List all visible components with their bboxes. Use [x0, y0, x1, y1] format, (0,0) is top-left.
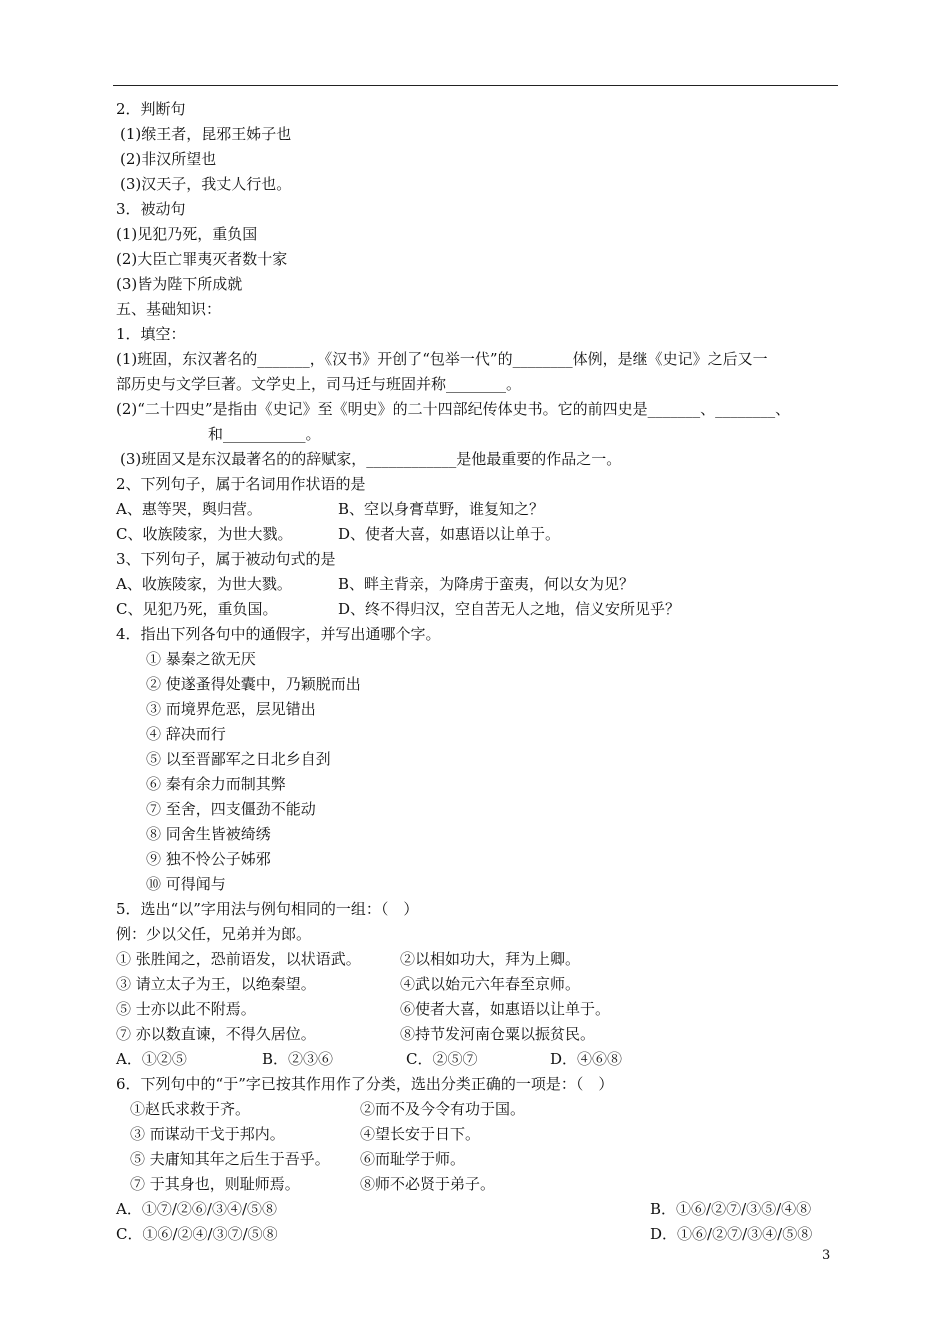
list-item: ⑤ 以至晋鄙军之日北乡自刭 [146, 750, 331, 768]
question-heading: 2、下列句子，属于名词用作状语的是 [116, 475, 366, 493]
text-line: (2)非汉所望也 [120, 150, 217, 168]
option-c: C、收族陵家，为世大戮。 [116, 525, 293, 543]
text-line: (2)大臣亡罪夷灭者数十家 [116, 250, 288, 268]
list-item: ① 暴秦之欲无厌 [146, 650, 256, 668]
page-number: 3 [822, 1248, 831, 1263]
list-item: ⑧ 同舍生皆被绮绣 [146, 825, 271, 843]
fill-blank-line: (3)班固又是东汉最著名的的辞赋家，____________是他最重要的作品之一。 [120, 450, 622, 468]
list-item: ⑧师不必贤于弟子。 [360, 1175, 496, 1193]
fill-blank-line: 部历史与文学巨著。文学史上，司马迁与班固并称________。 [116, 375, 522, 393]
option-c: C．②⑤⑦ [406, 1050, 478, 1068]
list-item: ⑤ 夫庸知其年之后生于吾乎。 [130, 1150, 330, 1168]
option-d: D．④⑥⑧ [550, 1050, 623, 1068]
text-line: 2．判断句 [116, 100, 186, 118]
section-heading: 五、基础知识： [116, 300, 222, 318]
option-b: B．②③⑥ [262, 1050, 334, 1068]
option-b: B．①⑥/②⑦/③⑤/④⑧ [650, 1200, 812, 1218]
text-line: (1)缑王者，昆邪王姊子也 [120, 125, 292, 143]
list-item: ④ 辞决而行 [146, 725, 226, 743]
list-item: ⑤ 士亦以此不附焉。 [116, 1000, 256, 1018]
fill-blank-line: (2)“二十四史”是指由《史记》至《明史》的二十四部纪传体史书。它的前四史是_______、________、 [116, 400, 791, 418]
option-b: B、空以身膏草野，谁复知之？ [338, 500, 545, 518]
list-item: ⑨ 独不怜公子姊邪 [146, 850, 271, 868]
header-rule [113, 85, 838, 86]
list-item: ②以相如功大，拜为上卿。 [400, 950, 581, 968]
text-line: (3)汉天子，我丈人行也。 [120, 175, 292, 193]
list-item: ④望长安于日下。 [360, 1125, 481, 1143]
option-d: D、使者大喜，如惠语以让单于。 [338, 525, 561, 543]
question-heading: 1．填空： [116, 325, 186, 343]
list-item: ④武以始元六年春至京师。 [400, 975, 581, 993]
option-a: A、惠等哭，舆归营。 [116, 500, 262, 518]
question-heading: 4．指出下列各句中的通假字，并写出通哪个字。 [116, 625, 441, 643]
list-item: ③ 而谋动干戈于邦内。 [130, 1125, 285, 1143]
list-item: ②而不及今令有功于国。 [360, 1100, 526, 1118]
list-item: ⑦ 于其身也，则耻师焉。 [130, 1175, 300, 1193]
text-line: (1)见犯乃死，重负国 [116, 225, 258, 243]
list-item: ⑥使者大喜，如惠语以让单于。 [400, 1000, 611, 1018]
text-line: (3)皆为陛下所成就 [116, 275, 243, 293]
option-a: A．①⑦/②⑥/③④/⑤⑧ [116, 1200, 277, 1218]
option-c: C．①⑥/②④/③⑦/⑤⑧ [116, 1225, 278, 1243]
text-line: 3．被动句 [116, 200, 186, 218]
list-item: ⑦ 亦以数直谏，不得久居位。 [116, 1025, 316, 1043]
list-item: ⑩ 可得闻与 [146, 875, 226, 893]
list-item: ①赵氏求救于齐。 [130, 1100, 251, 1118]
option-a: A、收族陵家，为世大戮。 [116, 575, 292, 593]
list-item: ③ 而境界危恶，层见错出 [146, 700, 316, 718]
question-heading: 3、下列句子，属于被动句式的是 [116, 550, 336, 568]
option-c: C、见犯乃死，重负国。 [116, 600, 278, 618]
question-heading: 5．选出“以”字用法与例句相同的一组：（ ） [116, 900, 419, 918]
option-d: D．①⑥/②⑦/③④/⑤⑧ [650, 1225, 813, 1243]
question-heading: 6．下列句中的“于”字已按其作用作了分类，选出分类正确的一项是：（ ） [116, 1075, 614, 1093]
list-item: ① 张胜闻之，恐前语发，以状语武。 [116, 950, 361, 968]
option-a: A．①②⑤ [116, 1050, 187, 1068]
fill-blank-line: (1)班固，东汉著名的_______，《汉书》开创了“包举一代”的________体例，是继《史记》之后又一 [116, 350, 768, 368]
list-item: ② 使遂蚤得处囊中，乃颖脱而出 [146, 675, 361, 693]
fill-blank-line: 和___________。 [208, 425, 321, 443]
option-b: B、畔主背亲，为降虏于蛮夷，何以女为见？ [338, 575, 635, 593]
list-item: ⑦ 至舍，四支僵劲不能动 [146, 800, 316, 818]
list-item: ③ 请立太子为王，以绝秦望。 [116, 975, 316, 993]
example-line: 例：少以父任，兄弟并为郎。 [116, 925, 312, 943]
list-item: ⑥而耻学于师。 [360, 1150, 466, 1168]
option-d: D、终不得归汉，空自苦无人之地，信义安所见乎？ [338, 600, 681, 618]
list-item: ⑥ 秦有余力而制其弊 [146, 775, 286, 793]
list-item: ⑧持节发河南仓粟以振贫民。 [400, 1025, 596, 1043]
